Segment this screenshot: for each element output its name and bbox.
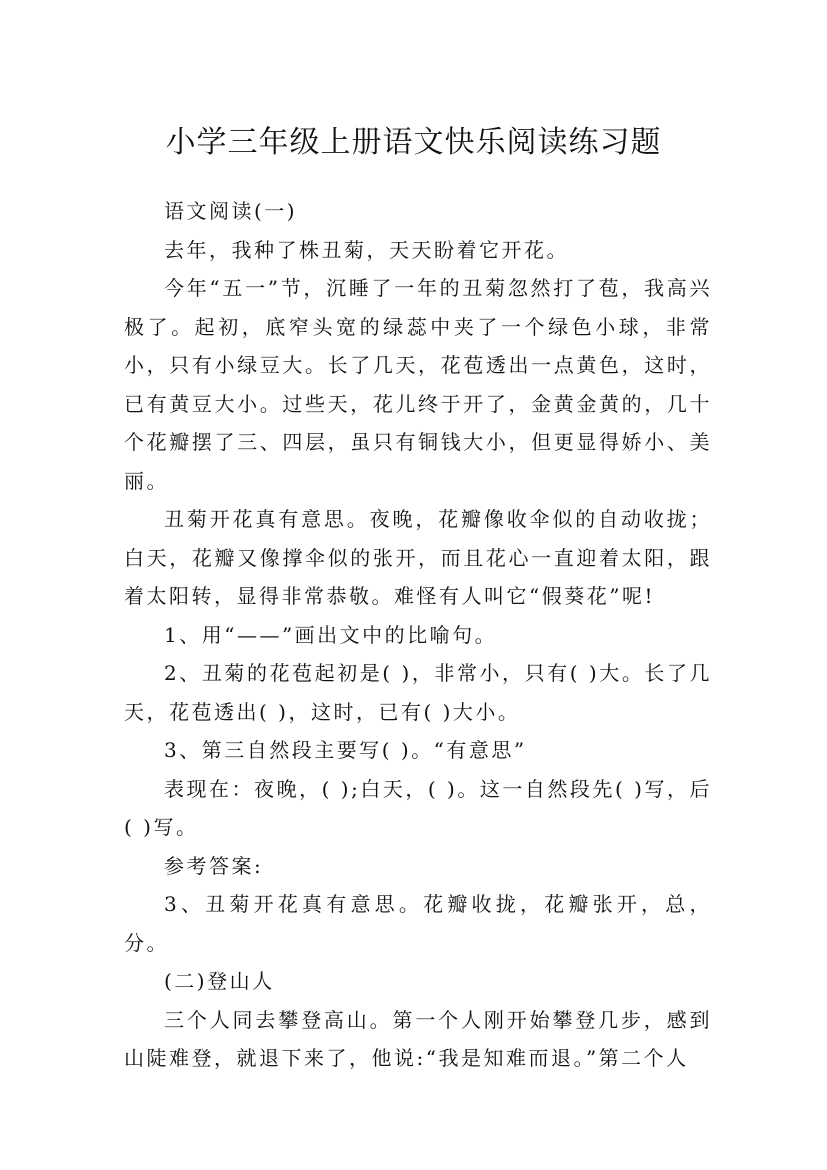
section-heading-reading-2: (二)登山人 <box>164 969 275 993</box>
answer-3: 3、丑菊开花真有意思。花瓣收拢，花瓣张开，总，分。 <box>124 892 712 955</box>
answer-heading: 参考答案: <box>164 853 264 878</box>
document-body <box>124 192 712 1078</box>
question-3-continued: 表现在：夜晚，( );白天，( )。这一自然段先( )写，后( )写。 <box>124 776 712 839</box>
paragraph: 今年“五一”节，沉睡了一年的丑菊忽然打了苞，我高兴极了。起初，底窄头宽的绿蕊中夹了一个绿色小球，非常小，只有小绿豆大。长了几天，花苞透出一点黄色，这时，已有黄豆大小。过些天，花儿终于开了，金黄金黄的，几十个花瓣摆了三、四层，虽只有铜钱大小，但更显得娇小、美丽。 <box>124 276 712 493</box>
paragraph: 三个人同去攀登高山。第一个人刚开始攀登几步，感到山陡难登，就退下来了，他说:“我是知难而退。”第二个人 <box>124 1007 712 1070</box>
section-heading-reading-1: 语文阅读(一) <box>164 199 298 223</box>
question-2: 2、丑菊的花苞起初是( )，非常小，只有( )大。长了几天，花苞透出( )，这时，已有( )大小。 <box>124 661 712 724</box>
paragraph: 去年，我种了株丑菊，天天盼着它开花。 <box>164 237 569 262</box>
paragraph: 丑菊开花真有意思。夜晚，花瓣像收伞似的自动收拢；白天，花瓣又像撑伞似的张开，而且花心一直迎着太阳，跟着太阳转，显得非常恭敬。难怪有人叫它“假葵花”呢! <box>124 507 712 608</box>
question-3: 3、第三自然段主要写( )。“有意思” <box>164 738 527 762</box>
document-title: 小学三年级上册语文快乐阅读练习题 <box>165 125 662 161</box>
question-1: 1、用“——”画出文中的比喻句。 <box>164 622 498 647</box>
